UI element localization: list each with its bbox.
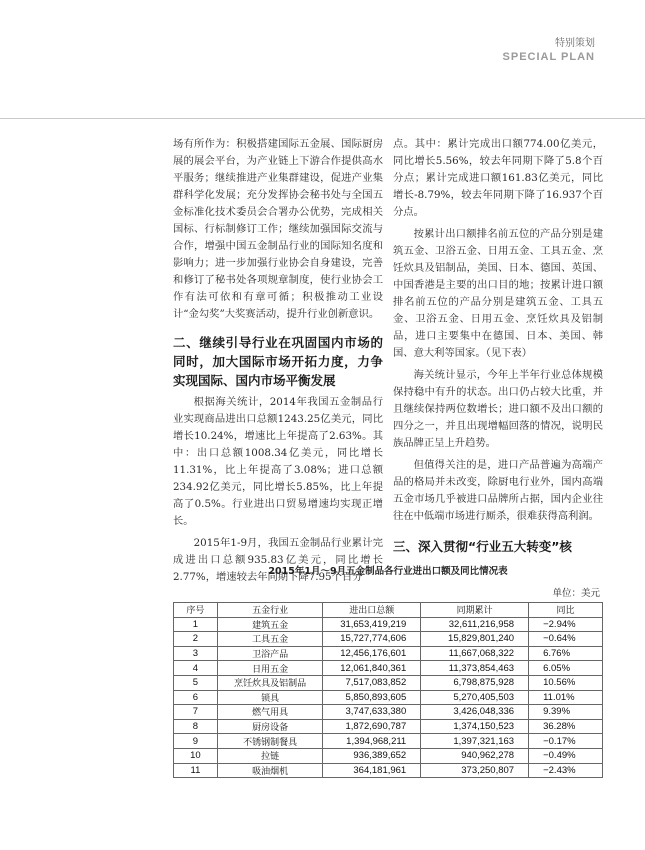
paragraph: 根据海关统计，2014年我国五金制品行业实现商品进出口总额1243.25亿美元，同比增长10.24%，增速比上年提高了2.63%。其中：出口总额1008.34亿美元，同比增长11.31%，比上年提高了3.08%；进口总额234.92亿美元，同比增长5.85%，比上年提高了0.5%。行业进出口贸易增速均实现正增长。 [173,396,383,527]
row-total: 15,727,774,606 [323,632,421,647]
row-index: 4 [174,661,218,676]
row-prior: 373,250,807 [421,763,529,778]
row-yoy: 6.76% [529,646,603,661]
row-total: 364,181,961 [323,763,421,778]
row-prior: 11,667,068,322 [421,646,529,661]
row-yoy: −0.17% [529,734,603,749]
table-row [174,734,603,749]
row-prior: 1,374,150,523 [421,719,529,734]
table-row [174,617,603,632]
section-label-cn: 特别策划 [555,38,595,49]
row-yoy: −2.43% [529,763,603,778]
row-index: 8 [174,719,218,734]
right-column [393,136,603,556]
row-index: 9 [174,734,218,749]
left-column [173,136,383,586]
row-total: 3,747,633,380 [323,705,421,720]
paragraph: 海关统计显示，今年上半年行业总体规模保持稳中有升的状态。出口仍占较大比重，并且继续保持两位数增长；进口额不及出口额的四分之一，并且出现增幅回落的情况，说明民族品牌正呈上升趋势。 [393,369,603,449]
row-total: 1,394,968,211 [323,734,421,749]
page-header [503,34,595,63]
paragraph: 但值得关注的是，进口产品普遍为高端产品的格局并未改变，除厨电行业外，国内高端五金市场几乎被进口品牌所占据，国内企业往往在中低端市场进行厮杀，很难获得高利润。 [393,459,603,522]
table-row [174,705,603,720]
paragraph: 2015年1-9月，我国五金制品行业累计完成进出口总额935.83亿美元，同比增长2.77%，增速较去年同期下降7.95个百分 [173,537,383,583]
row-yoy: 11.01% [529,690,603,705]
row-prior: 11,373,854,463 [421,661,529,676]
table-row [174,763,603,778]
row-prior: 6,798,875,928 [421,675,529,690]
row-industry: 燃气用具 [217,705,322,720]
table-row [174,690,603,705]
table-header-row [174,603,603,618]
row-industry: 吸油烟机 [217,763,322,778]
table-row [174,661,603,676]
header-divider [0,118,645,119]
row-yoy: −0.64% [529,632,603,647]
row-prior: 3,426,048,336 [421,705,529,720]
section-heading-3: 三、深入贯彻“行业五大转变”核 [393,539,572,554]
col-header-index: 序号 [174,603,218,618]
row-total: 7,517,083,852 [323,675,421,690]
row-industry: 拉链 [217,748,322,763]
paragraph: 点。其中：累计完成出口额774.00亿美元，同比增长5.56%，较去年同期下降了5.8个百分点；累计完成进口额161.83亿美元，同比增长-8.79%，较去年同期下降了16.937个百分点。 [393,138,603,218]
row-industry: 卫浴产品 [217,646,322,661]
section-heading-2: 二、继续引导行业在巩固国内市场的同时，加大国际市场开拓力度，力争实现国际、国内市场平衡发展 [173,335,383,388]
row-total: 31,653,419,219 [323,617,421,632]
row-index: 10 [174,748,218,763]
row-prior: 940,962,278 [421,748,529,763]
row-industry: 日用五金 [217,661,322,676]
row-total: 936,389,652 [323,748,421,763]
row-yoy: −0.49% [529,748,603,763]
section-label-en: SPECIAL PLAN [502,51,595,63]
row-index: 5 [174,675,218,690]
row-industry: 烹饪炊具及铝制品 [217,675,322,690]
row-industry: 厨房设备 [217,719,322,734]
row-index: 2 [174,632,218,647]
table-row [174,632,603,647]
row-yoy: 9.39% [529,705,603,720]
row-prior: 5,270,405,503 [421,690,529,705]
table-row [174,748,603,763]
col-header-prior: 同期累计 [421,603,529,618]
paragraph: 场有所作为：积极搭建国际五金展、国际厨房展的展会平台，为产业链上下游合作提供高水平服务；继续推进产业集群建设，促进产业集群科学化发展；充分发挥协会秘书处与全国五金标准化技术委员会合署办公优势，完成相关国标、行标制修订工作；继续加强国际交流与合作，增强中国五金制品行业的国际知名度和影响力；进一步加强行业协会自身建设，完善和修订了秘书处各项规章制度，使行业协会工作有法可依和有章可循；积极推动工业设计“金勾奖”大奖赛活动，提升行业创新意识。 [173,138,383,320]
row-prior: 1,397,321,163 [421,734,529,749]
paragraph: 按累计出口额排名前五位的产品分别是建筑五金、卫浴五金、日用五金、工具五金、烹饪炊具及铝制品，美国、日本、德国、英国、中国香港是主要的出口目的地；按累计进口额排名前五位的产品分别是建筑五金、工具五金、卫浴五金、日用五金、烹饪炊具及铝制品，进口主要集中在德国、日本、美国、韩国、意大利等国家。（见下表） [393,228,603,359]
row-index: 1 [174,617,218,632]
row-total: 5,850,893,605 [323,690,421,705]
row-index: 7 [174,705,218,720]
row-yoy: 10.56% [529,675,603,690]
row-industry: 锁具 [217,690,322,705]
row-industry: 不锈钢制餐具 [217,734,322,749]
row-index: 6 [174,690,218,705]
row-yoy: −2.94% [529,617,603,632]
col-header-yoy: 同比 [529,603,603,618]
row-total: 12,061,840,361 [323,661,421,676]
row-yoy: 6.05% [529,661,603,676]
row-industry: 工具五金 [217,632,322,647]
row-prior: 15,829,801,240 [421,632,529,647]
table-row [174,646,603,661]
row-total: 1,872,690,787 [323,719,421,734]
row-total: 12,456,176,601 [323,646,421,661]
table-row [174,675,603,690]
row-industry: 建筑五金 [217,617,322,632]
data-table [173,602,603,778]
row-yoy: 36.28% [529,719,603,734]
table-row [174,719,603,734]
col-header-industry: 五金行业 [217,603,322,618]
row-index: 3 [174,646,218,661]
table-title: 2015年1月～9月五金制品各行业进出口额及同比情况表 [268,566,508,577]
row-prior: 32,611,216,958 [421,617,529,632]
col-header-total: 进出口总额 [323,603,421,618]
table-unit: 单位：美元 [552,588,600,599]
row-index: 11 [174,763,218,778]
